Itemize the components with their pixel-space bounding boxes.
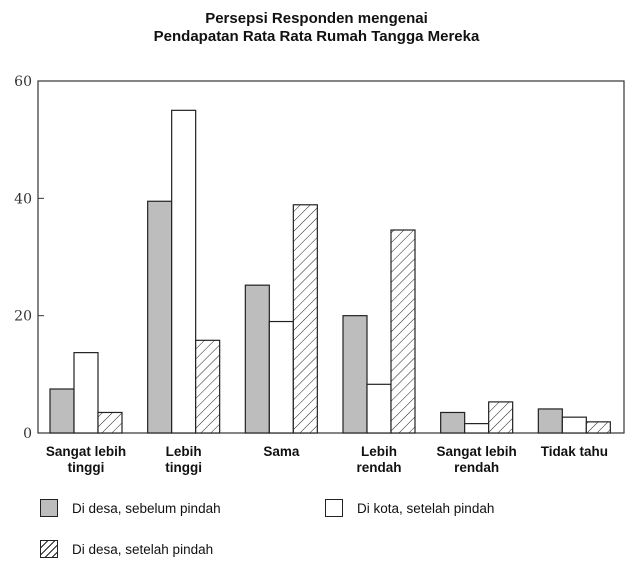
legend-swatch-gray <box>40 499 58 517</box>
bar <box>74 353 98 433</box>
bar <box>465 424 489 433</box>
bar <box>367 384 391 433</box>
y-tick-label: 40 <box>14 191 32 208</box>
x-category-label: Lebih rendah <box>356 444 402 475</box>
bar <box>148 201 172 433</box>
legend-item-desa-setelah <box>40 540 213 558</box>
bar <box>586 422 610 433</box>
x-category-label: Lebih tinggi <box>165 444 203 475</box>
y-tick-label: 60 <box>14 74 32 90</box>
legend-swatch-white <box>325 499 343 517</box>
x-category-label: Sangat lebih tinggi <box>45 444 127 475</box>
legend-swatch-hatch <box>40 540 58 558</box>
x-category-label: Sama <box>263 444 300 459</box>
bar <box>391 230 415 433</box>
legend-label: Di desa, setelah pindah <box>72 541 214 557</box>
bar <box>98 412 122 433</box>
bar <box>50 389 74 433</box>
bar <box>269 322 293 433</box>
y-tick-label: 20 <box>14 308 32 325</box>
y-tick-label: 0 <box>23 426 32 442</box>
bar <box>172 110 196 433</box>
bar <box>245 285 269 433</box>
chart-title: Persepsi Responden mengenai <box>205 10 428 27</box>
bar <box>489 402 513 433</box>
legend-label: Di desa, sebelum pindah <box>72 500 221 516</box>
x-category-label: Tidak tahu <box>540 444 608 459</box>
legend-item-kota-setelah <box>325 499 494 517</box>
bar <box>196 340 220 433</box>
bar <box>343 316 367 433</box>
x-category-label: Sangat lebih rendah <box>436 444 517 475</box>
bar <box>538 409 562 433</box>
legend-label: Di kota, setelah pindah <box>357 500 495 516</box>
bar <box>441 412 465 433</box>
plot-frame <box>38 81 624 433</box>
bar <box>293 205 317 433</box>
chart-subtitle: Pendapatan Rata Rata Rumah Tangga Mereka <box>153 28 480 45</box>
legend-item-desa-sebelum <box>40 499 221 517</box>
bar <box>562 417 586 433</box>
